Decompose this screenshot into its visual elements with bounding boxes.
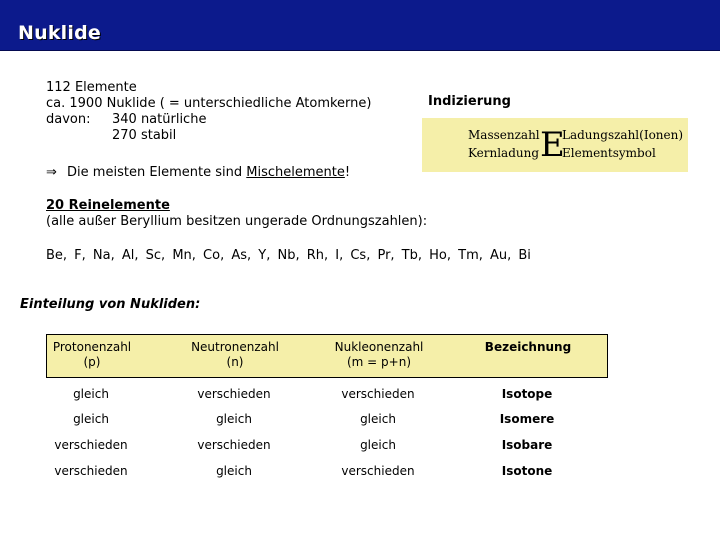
- nuclide-notation-box: [422, 118, 688, 172]
- classification-title: Einteilung von Nukliden:: [20, 297, 201, 312]
- col-header-neutrons: [175, 340, 295, 370]
- table-cell-name: Isotone: [501, 464, 553, 478]
- col-header-protons-l2: (p): [83, 355, 101, 369]
- intro-stable: 270 stabil: [112, 128, 177, 143]
- elementsymbol-label: Elementsymbol: [562, 146, 656, 160]
- col-header-nucleons: [319, 340, 439, 370]
- col-header-name: [473, 340, 583, 355]
- col-header-neutrons-l2: (n): [226, 355, 244, 369]
- indexing-title: Indizierung: [428, 94, 511, 109]
- table-cell: gleich: [360, 412, 396, 426]
- pure-elements-list: Be, F, Na, Al, Sc, Mn, Co, As, Y, Nb, Rh, I, Cs, Pr, Tb, Ho, Tm, Au, Bi: [46, 248, 531, 263]
- col-header-nucleons-l1: Nukleonenzahl: [334, 340, 424, 354]
- col-header-name-l1: Bezeichnung: [484, 340, 572, 354]
- table-cell: gleich: [360, 438, 396, 452]
- table-cell-name: Isomere: [499, 412, 555, 426]
- table-cell: gleich: [216, 464, 252, 478]
- table-cell-name: Isobare: [501, 438, 553, 452]
- col-header-protons-l1: Protonenzahl: [52, 340, 132, 354]
- table-cell: gleich: [73, 412, 109, 426]
- implies-arrow-icon: ⇒: [46, 165, 57, 180]
- intro-nuclides: ca. 1900 Nuklide ( = unterschiedliche Atomkerne): [46, 96, 372, 111]
- table-cell: verschieden: [54, 438, 128, 452]
- massenzahl-label: Massenzahl: [468, 128, 540, 142]
- intro-elements: 112 Elemente: [46, 80, 137, 95]
- mixed-text: Die meisten Elemente sind: [67, 165, 247, 180]
- pure-elements-desc: (alle außer Beryllium besitzen ungerade Ordnungszahlen):: [46, 214, 428, 229]
- table-cell: gleich: [216, 412, 252, 426]
- element-symbol-letter: E: [540, 125, 565, 165]
- col-header-nucleons-l2: (m = p+n): [346, 355, 411, 369]
- mixed-emphasis: Mischelemente: [246, 165, 345, 180]
- pure-elements-title: 20 Reinelemente: [46, 198, 170, 213]
- table-cell: gleich: [73, 387, 109, 401]
- table-header: [46, 334, 608, 378]
- table-cell: verschieden: [341, 387, 415, 401]
- page-title: Nuklide: [18, 22, 101, 44]
- table-cell: verschieden: [197, 387, 271, 401]
- title-bar: [0, 0, 720, 51]
- col-header-protons: [47, 340, 137, 370]
- table-cell: verschieden: [54, 464, 128, 478]
- col-header-neutrons-l1: Neutronenzahl: [191, 340, 279, 354]
- table-cell: verschieden: [341, 464, 415, 478]
- kernladung-label: Kernladung: [468, 146, 540, 160]
- mixed-elements-line: [46, 165, 350, 181]
- mixed-end: !: [344, 165, 351, 180]
- ladungszahl-label: Ladungszahl(Ionen): [562, 128, 684, 142]
- table-cell-name: Isotope: [501, 387, 553, 401]
- table-cell: verschieden: [197, 438, 271, 452]
- intro-davon-label: davon:: [46, 112, 91, 127]
- intro-natural: 340 natürliche: [112, 112, 207, 127]
